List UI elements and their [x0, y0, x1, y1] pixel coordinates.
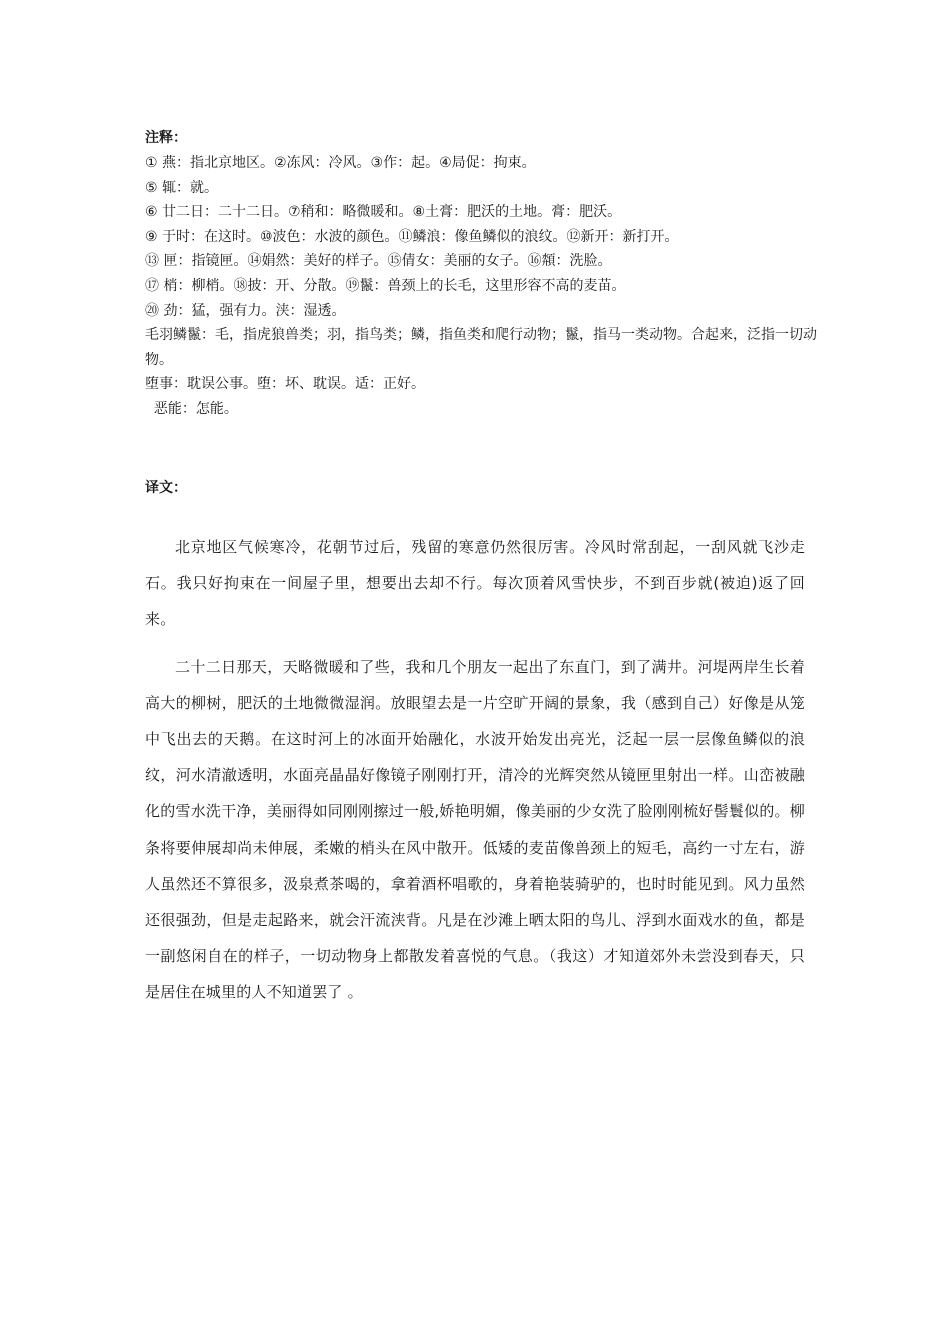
note-item: ⑨ 于时：在这时。⑩波色：水波的颜色。⑪鳞浪：像鱼鳞似的浪纹。⑫新开：新打开。 — [145, 228, 679, 245]
note-item: ⑤ 辄：就。 — [145, 179, 219, 196]
note-item: ⑥ 廿二日：二十二日。⑦稍和：略微暖和。⑧土膏：肥沃的土地。膏：肥沃。 — [145, 204, 622, 221]
translation-paragraph: 北京地区气候寒冷，花朝节过后，残留的寒意仍然很厉害。冷风时常刮起，一刮风就飞沙走石。我只好拘束在一间屋子里，想要出去却不行。每次顶着风雪快步，不到百步就(被迫)返了回来。 — [145, 538, 805, 629]
translation-paragraph: 二十二日那天，天略微暖和了些，我和几个朋友一起出了东直门，到了满井。河堤两岸生长着高大的柳树，肥沃的土地微微湿润。放眼望去是一片空旷开阔的景象，我（感到自己）好像是从笼中飞出去的天鹅。在这时河上的冰面开始融化，水波开始发出亮光，泛起一层一层像鱼鳞似的浪纹，河水清澈透明，水面亮晶晶好像镜子刚刚打开，清冷的光辉突然从镜匣里射出一样。山峦被融化的雪水洗干净，美丽得如同刚刚擦过一般,娇艳明媚，像美丽的少女洗了脸刚刚梳好髻鬟似的。柳条将要伸展却尚未伸展，柔嫩的梢头在风中散开。低矮的麦苗像兽颈上的短毛，高约一寸左右，游人虽然还不算很多，汲泉煮茶喝的，拿着酒杯唱歌的，身着艳装骑驴的，也时时能见到。风力虽然还很强劲，但是走起路来，就会汗流浃背。凡是在沙滩上晒太阳的鸟儿、浮到水面戏水的鱼，都是一副悠闲自在的样子，一切动物身上都散发着喜悦的气息。（我这）才知道郊外未尝没到春天，只是居住在城里的人不知道罢了 。 — [145, 657, 805, 1002]
notes-heading: 注释： — [145, 130, 187, 146]
note-item: ① 燕：指北京地区。②冻风：冷风。③作：起。④局促：拘束。 — [145, 155, 536, 171]
note-item: ⑰ 梢：柳梢。⑱披：开、分散。⑲鬣：兽颈上的长毛，这里形容不高的麦苗。 — [145, 277, 626, 294]
note-item: ⑳ 劲：猛，强有力。浃：湿透。 — [145, 302, 346, 319]
translation-heading: 译文： — [145, 480, 187, 496]
notes-list — [145, 151, 825, 422]
note-item: 堕事：耽误公事。堕：坏、耽误。适：正好。 — [145, 376, 425, 393]
note-item: 毛羽鳞鬣：毛，指虎狼兽类；羽，指鸟类；鳞，指鱼类和爬行动物；鬣，指马一类动物。合起来，泛指一切动物。 — [145, 327, 817, 368]
note-item: 恶能：怎能。 — [145, 400, 238, 417]
note-item: ⑬ 匣：指镜匣。⑭娟然：美好的样子。⑮倩女：美丽的女子。⑯頮：洗脸。 — [145, 253, 612, 270]
translation-body — [145, 529, 805, 1011]
